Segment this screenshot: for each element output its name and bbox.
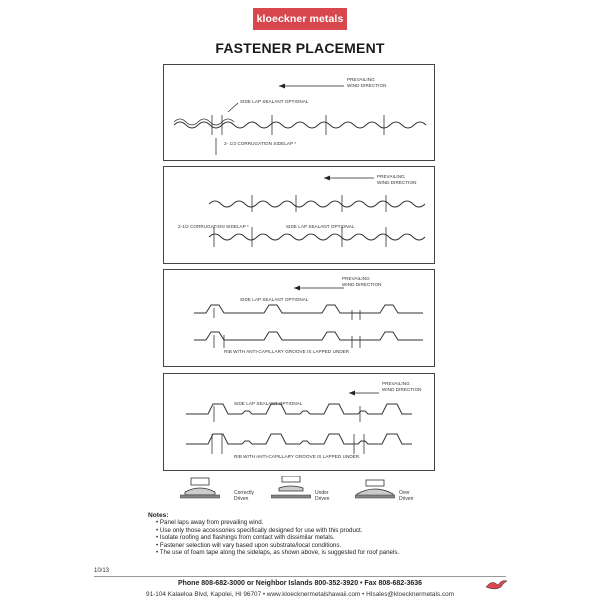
fastener-label: Under Driven — [315, 490, 330, 502]
fastener-over — [355, 476, 414, 516]
wind-direction-label: PREVAILING WIND DIRECTION — [347, 77, 387, 88]
fastener-types — [180, 476, 430, 516]
sealant-label: SIDE LAP SEALANT OPTIONAL — [240, 99, 309, 104]
corrugated-sidelap-diagram — [164, 65, 434, 160]
rib-label: RIB WITH ANTI-CAPILLARY GROOVE IS LAPPED UNDER — [224, 349, 350, 354]
wind-direction-label: PREVAILING WIND DIRECTION — [342, 276, 382, 287]
sidelap-label: 2- 1/2 CORRUGATION SIDELAP * — [224, 141, 297, 146]
notes-list — [148, 519, 468, 556]
fastener-label: Over Driven — [399, 490, 414, 502]
over-driven-fastener-icon — [355, 476, 395, 506]
sealant-label: SIDE LAP SEALANT OPTIONAL — [240, 297, 309, 302]
sealant-label: SIDE LAP SEALANT OPTIONAL — [234, 401, 303, 406]
note-item: • Isolate roofing and flashings from contact with dissimilar metals. — [156, 534, 468, 541]
bird-mark-icon — [484, 577, 508, 593]
notes-heading: Notes: — [148, 512, 169, 519]
diagram-panel-3 — [163, 269, 435, 367]
sealant-label: SIDE LAP SEALANT OPTIONAL — [286, 224, 355, 229]
note-item: • Panel laps away from prevailing wind. — [156, 519, 468, 526]
correct-fastener-icon — [180, 476, 220, 506]
diagram-panel-1 — [163, 64, 435, 161]
footer-divider — [94, 576, 506, 577]
fastener-under — [271, 476, 330, 516]
notes-section — [148, 512, 468, 556]
note-item: • Use only those accessories specifically designed for use with this product. — [156, 527, 468, 534]
page-title: FASTENER PLACEMENT — [215, 40, 385, 56]
note-item: • Fastener selection will vary based upon substrate/local conditions. — [156, 542, 468, 549]
footer-address: 91-104 Kalaeloa Blvd, Kapolei, HI 96707 • www.kloecknermetalshawaii.com • HIsales@kloecknermetals.com — [146, 591, 454, 598]
fastener-correct — [180, 476, 255, 516]
footer-phone: Phone 808-682-3000 or Neighbor Islands 800-352-3920 • Fax 808-682-3636 — [177, 580, 423, 587]
wind-direction-label: PREVAILING WIND DIRECTION — [382, 381, 422, 392]
rib-label: RIB WITH ANTI-CAPILLARY GROOVE IS LAPPED UNDER. — [234, 454, 361, 459]
under-driven-fastener-icon — [271, 476, 311, 506]
diagram-panel-2 — [163, 166, 435, 264]
fastener-label: Correctly Driven — [234, 490, 255, 502]
kloeckner-logo: kloeckner metals — [253, 8, 347, 30]
note-item: • The use of foam tape along the sidelaps, as shown above, is suggested for roof panels. — [156, 549, 468, 556]
wind-direction-label: PREVAILING WIND DIRECTION — [377, 174, 417, 185]
diagram-panel-4 — [163, 373, 435, 471]
sidelap-label: 2-1/2 CORRUGATION SIDELAP * — [178, 224, 249, 229]
revision-date: 10/13 — [94, 568, 110, 574]
